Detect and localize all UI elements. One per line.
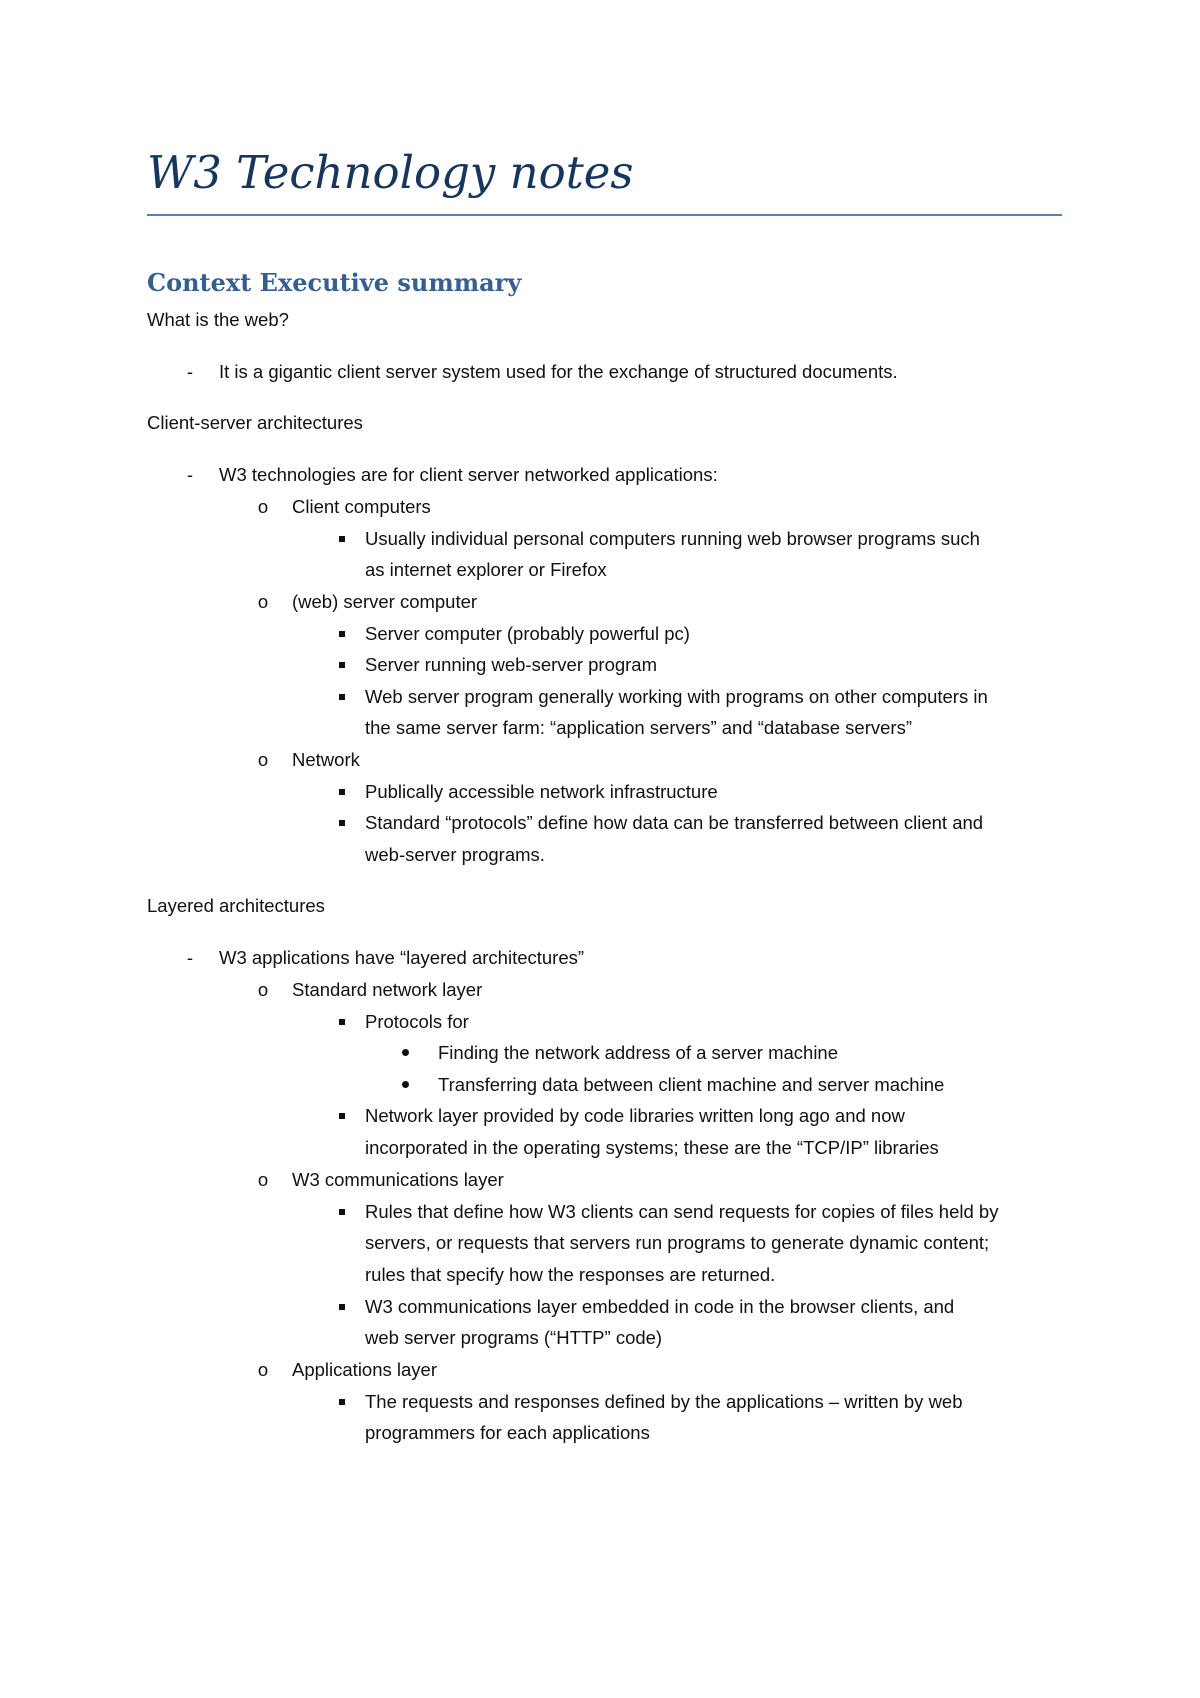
list-item: Protocols for [365, 1011, 469, 1032]
list-item: Network layer provided by code libraries written long ago and now [365, 1105, 905, 1126]
list-item: Publically accessible network infrastructure [365, 781, 718, 802]
circle-bullet: o [257, 749, 269, 770]
square-bullet-icon [339, 694, 345, 700]
list-item: Usually individual personal computers running web browser programs such [365, 528, 980, 549]
list-item: Network [292, 749, 360, 770]
section-heading: Context Executive summary [147, 268, 522, 297]
list-item: Server running web-server program [365, 654, 658, 675]
paragraph-layered: Layered architectures [147, 895, 325, 916]
square-bullet-icon [339, 536, 345, 542]
circle-bullet: o [257, 591, 269, 612]
list-item: W3 communications layer embedded in code in the browser clients, and [365, 1296, 955, 1317]
paragraph-client-server: Client-server architectures [147, 412, 363, 433]
square-bullet-icon [339, 1399, 345, 1405]
list-item: The requests and responses defined by the applications – written by web [365, 1391, 963, 1412]
circle-bullet: o [257, 496, 269, 517]
circle-bullet: o [257, 1169, 269, 1190]
dash-bullet: - [186, 361, 194, 382]
list-item-continuation: incorporated in the operating systems; these are the “TCP/IP” libraries [365, 1137, 939, 1158]
list-item: Rules that define how W3 clients can send requests for copies of files held by [365, 1201, 999, 1222]
square-bullet-icon [339, 1209, 345, 1215]
list-item-continuation: servers, or requests that servers run programs to generate dynamic content; [365, 1232, 990, 1253]
list-item-continuation: web server programs (“HTTP” code) [365, 1327, 663, 1348]
list-item: W3 communications layer [292, 1169, 504, 1190]
dash-bullet: - [186, 464, 194, 485]
list-item: W3 applications have “layered architectures” [219, 947, 585, 968]
list-item: Standard “protocols” define how data can be transferred between client and [365, 812, 984, 833]
list-item: Client computers [292, 496, 431, 517]
list-item: Web server program generally working with programs on other computers in [365, 686, 988, 707]
list-item: Standard network layer [292, 979, 483, 1000]
list-item-continuation: rules that specify how the responses are returned. [365, 1264, 776, 1285]
list-item: Applications layer [292, 1359, 437, 1380]
square-bullet-icon [339, 820, 345, 826]
square-bullet-icon [339, 1304, 345, 1310]
square-bullet-icon [339, 662, 345, 668]
square-bullet-icon [339, 631, 345, 637]
square-bullet-icon [339, 1113, 345, 1119]
list-item-continuation: programmers for each applications [365, 1422, 650, 1443]
list-item: Server computer (probably powerful pc) [365, 623, 690, 644]
list-item: W3 technologies are for client server networked applications: [219, 464, 718, 485]
circle-bullet: o [257, 979, 269, 1000]
list-item: It is a gigantic client server system used for the exchange of structured documents. [219, 361, 898, 382]
list-item-continuation: the same server farm: “application servers” and “database servers” [365, 717, 912, 738]
square-bullet-icon [339, 1019, 345, 1025]
round-bullet-icon [402, 1081, 409, 1088]
list-item-continuation: as internet explorer or Firefox [365, 559, 607, 580]
title-underline [147, 214, 1062, 216]
square-bullet-icon [339, 789, 345, 795]
list-item: (web) server computer [292, 591, 478, 612]
circle-bullet: o [257, 1359, 269, 1380]
paragraph-what-is-web: What is the web? [147, 309, 289, 330]
list-item: Transferring data between client machine and server machine [438, 1074, 945, 1095]
list-item: Finding the network address of a server machine [438, 1042, 839, 1063]
round-bullet-icon [402, 1049, 409, 1056]
dash-bullet: - [186, 947, 194, 968]
document-title: W3 Technology notes [147, 146, 634, 199]
list-item-continuation: web-server programs. [365, 844, 545, 865]
